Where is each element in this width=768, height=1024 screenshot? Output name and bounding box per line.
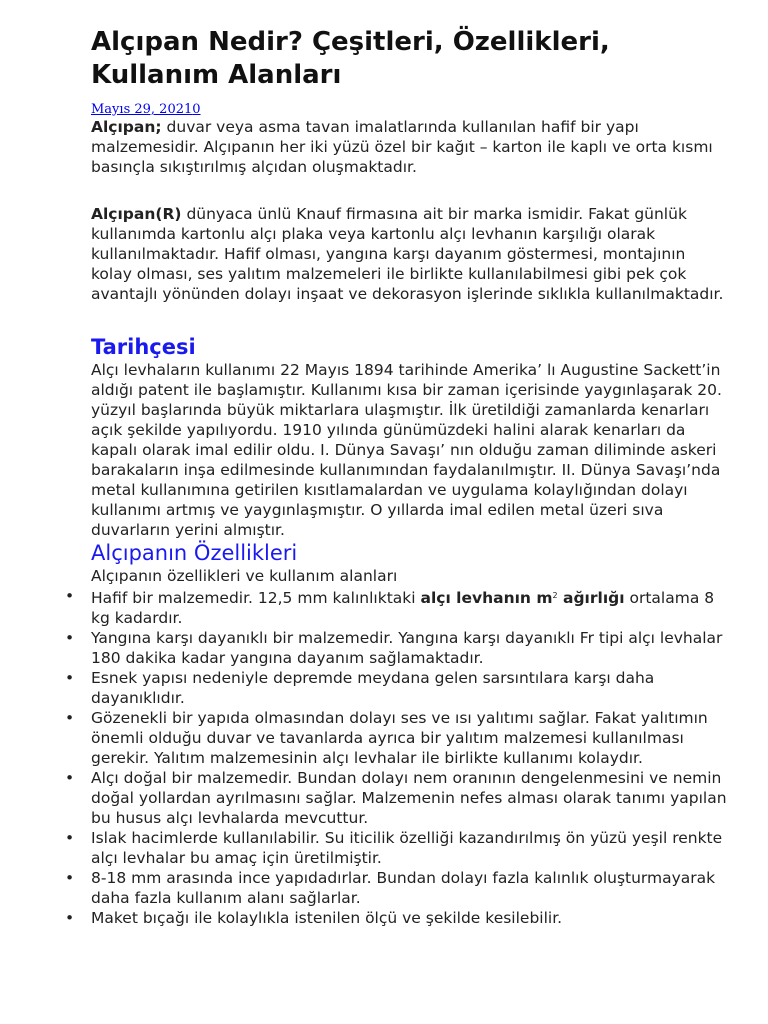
intro-paragraph: [91, 117, 731, 177]
intro-term: Alçıpan;: [91, 118, 162, 136]
post-date: Mayıs 29, 2021: [91, 102, 193, 117]
list-item: • 8-18 mm arasında ince yapıdadırlar. Bundan dolayı fazla kalınlık oluşturmayarak daha fazla kullanım alanı sağlarlar.: [91, 868, 731, 908]
list-item: [91, 586, 731, 628]
item-text-post: ortalama 8 kg kadardır.: [91, 589, 715, 627]
history-paragraph: Alçı levhaların kullanımı 22 Mayıs 1894 tarihinde Amerika’ lı Augustine Sackett’in aldığı patent ile başlamıştır. Kullanımı kısa bir zaman içerisinde yaygınlaşarak 20. yüzyıl başlarında büyük miktarlara ulaşmıştır. İlk üretildiği zamanlarda kenarları açık şekilde yapılıyordu. 1910 yılında günümüzdeki halini alarak kenarları da kapalı olarak imal edilir oldu. I. Dünya Savaşı’ nın olduğu zaman diliminde askeri barakaların inşa edilmesinde kullanımından faydalanılmıştır. II. Dünya Savaşı’nda metal kullanımına getirilen kısıtlamalardan ve uygulama kolaylığından dolayı kullanımı artmış ve yaygınlaşmıştır. O yıllarda imal edilen metal üzeri sıva duvarların yerini almıştır.: [91, 361, 722, 539]
item-text-pre: Hafif bir malzemedir. 12,5 mm kalınlıktaki: [91, 589, 421, 607]
brand-text: dünyaca ünlü Knauf firmasına ait bir marka ismidir. Fakat günlük kullanımda kartonlu alçı plaka veya kartonlu alçı levhanın karşılığı olarak kullanılmaktadır. Hafif olması, yangına karşı dayanım göstermesi, montajının kolay olması, ses yalıtım malzemeleri ile birlikte kullanılabilmesi gibi pek çok avantajlı yönünden dolayı inşaat ve dekorasyon işlerinde sıklıkla kullanılmaktadır.: [91, 205, 724, 303]
item-bold-b: ağırlığı: [557, 589, 625, 607]
brand-term: Alçıpan(R): [91, 205, 182, 223]
comment-count: 0: [192, 102, 201, 117]
list-item: • Gözenekli bir yapıda olmasından dolayı ses ve ısı yalıtımı sağlar. Fakat yalıtımın önemli olduğu duvar ve tavanlarda ayrıca bir yalıtım malzemesi kullanılması gerekir. Yalıtım malzemesinin alçı levhalar ile birlikte kullanımı kolaydır.: [91, 708, 731, 768]
history-heading: Tarihçesi: [91, 335, 196, 359]
features-subtitle: Alçıpanın özellikleri ve kullanım alanları: [91, 567, 398, 585]
list-item: • Maket bıçağı ile kolaylıkla istenilen ölçü ve şekilde kesilebilir.: [91, 908, 731, 928]
list-item: • Yangına karşı dayanıklı bir malzemedir. Yangına karşı dayanıklı Fr tipi alçı levhalar 180 dakika kadar yangına dayanım sağlamaktadır.: [91, 628, 731, 668]
post-date-link[interactable]: [91, 102, 201, 117]
features-heading: Alçıpanın Özellikleri: [91, 541, 298, 565]
list-item: • Esnek yapısı nedeniyle depremde meydana gelen sarsıntılara karşı daha dayanıklıdır.: [91, 668, 731, 708]
brand-paragraph: [91, 204, 731, 304]
list-item: • Alçı doğal bir malzemedir. Bundan dolayı nem oranının dengelenmesini ve nemin doğal yollardan ayrılmasını sağlar. Malzemenin nefes alması olarak tanımı yapılan bu husus alçı levhalarda mevcuttur.: [91, 768, 731, 828]
list-item: • Islak hacimlerde kullanılabilir. Su iticilik özelliği kazandırılmış ön yüzü yeşil renkte alçı levhalar bu amaç için üretilmiştir.: [91, 828, 731, 868]
item-sup: 2: [552, 591, 558, 600]
article: [91, 26, 731, 928]
item-bold-a: alçı levhanın m: [420, 589, 553, 607]
page-title: Alçıpan Nedir? Çeşitleri, Özellikleri, Kullanım Alanları: [91, 27, 610, 90]
intro-text: duvar veya asma tavan imalatlarında kullanılan hafif bir yapı malzemesidir. Alçıpanın her iki yüzü özel bir kağıt – karton ile kaplı ve orta kısmı basınçla sıkıştırılmış alçıdan oluşmaktadır.: [91, 118, 713, 176]
features-list: [91, 586, 731, 928]
